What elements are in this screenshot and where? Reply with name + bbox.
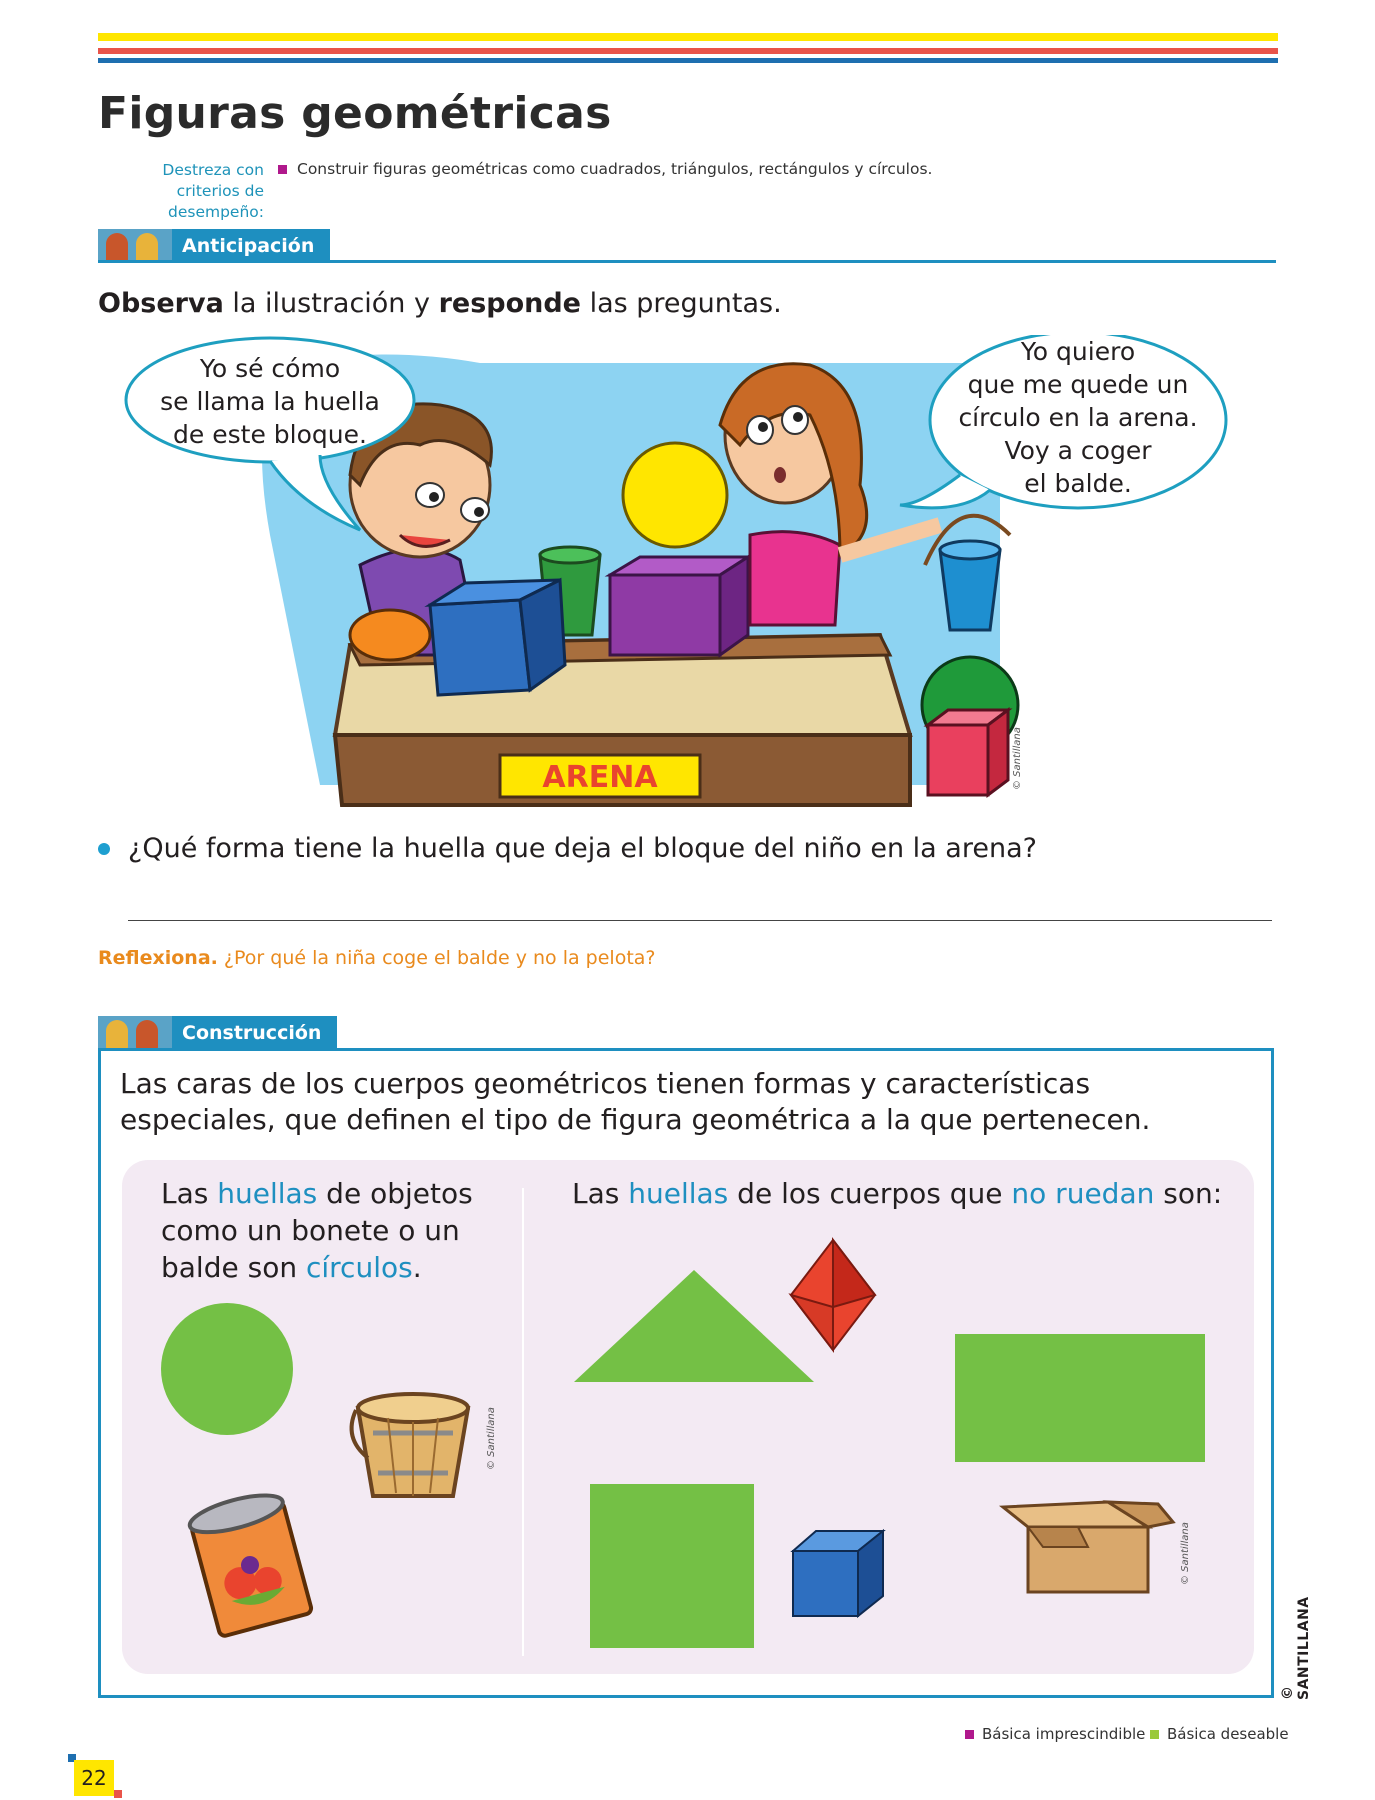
question <box>98 833 1037 864</box>
square-shape <box>590 1484 754 1648</box>
skill-text-row <box>278 160 932 178</box>
green-square-icon <box>1150 1730 1159 1739</box>
construccion-tab: Construcción <box>172 1016 337 1050</box>
question-text: ¿Qué forma tiene la huella que deja el bloque del niño en la arena? <box>128 833 1037 864</box>
bucket-icon <box>338 1378 488 1508</box>
anticipacion-tab: Anticipación <box>172 229 330 263</box>
construccion-intro: Las caras de los cuerpos geométricos tienen formas y características especiales, que definen el tipo de figura geométrica a la que pertenecen. <box>120 1067 1151 1136</box>
reflexiona: Reflexiona. ¿Por qué la niña coge el balde y no la pelota? <box>98 947 656 969</box>
skill-text: Construir figuras geométricas como cuadrados, triángulos, rectángulos y círculos. <box>297 160 933 178</box>
bullet-dot-icon <box>98 843 110 855</box>
page-corner-red <box>114 1790 122 1798</box>
copyright: © SANTILLANA <box>1280 1596 1312 1700</box>
pyramid-icon <box>783 1235 883 1355</box>
top-stripe-yellow <box>98 33 1278 41</box>
children-icon <box>98 1016 172 1050</box>
top-stripe-blue <box>98 58 1278 63</box>
page-title: Figuras geométricas <box>98 88 612 139</box>
boy-speech-bubble: Yo sé cómo se llama la huella de este bloque. <box>160 354 380 449</box>
right-column-text: Las huellas de los cuerpos que no ruedan son: <box>572 1177 1223 1210</box>
top-stripe-red <box>98 48 1278 54</box>
children-icon <box>98 229 172 263</box>
girl-speech-bubble: Yo quiero que me quede un círculo en la arena. Voy a coger el balde. <box>958 337 1198 498</box>
left-column-text: Las huellas de objetos como un bonete o un balde son círculos. <box>161 1177 473 1284</box>
panel-divider <box>522 1188 524 1656</box>
legend-basica-deseable: Básica deseable <box>1150 1725 1289 1743</box>
anticipacion-rule <box>98 260 1276 263</box>
skill-label: Destreza con criterios de desempeño: <box>162 161 264 221</box>
magenta-square-icon <box>965 1730 974 1739</box>
instruction: Observa la ilustración y responde las preguntas. <box>98 288 782 319</box>
right-image-credit: © Santillana <box>1180 1522 1191 1585</box>
box-icon <box>998 1492 1176 1596</box>
triangle-shape <box>572 1268 816 1384</box>
answer-line[interactable] <box>128 920 1272 922</box>
bullet-square-icon <box>278 165 287 174</box>
can-icon <box>178 1490 323 1640</box>
blue-cube-icon <box>788 1526 888 1621</box>
illustration-credit: © Santillana <box>1012 727 1023 790</box>
sandbox-sign: ARENA <box>542 760 658 795</box>
construccion-header <box>98 1016 337 1050</box>
page-number: 22 <box>74 1760 114 1796</box>
legend-basica-imprescindible: Básica imprescindible <box>965 1725 1145 1743</box>
anticipacion-header <box>98 229 330 263</box>
left-image-credit: © Santillana <box>486 1407 497 1470</box>
circle-shape <box>160 1302 294 1436</box>
rectangle-shape <box>955 1334 1205 1462</box>
